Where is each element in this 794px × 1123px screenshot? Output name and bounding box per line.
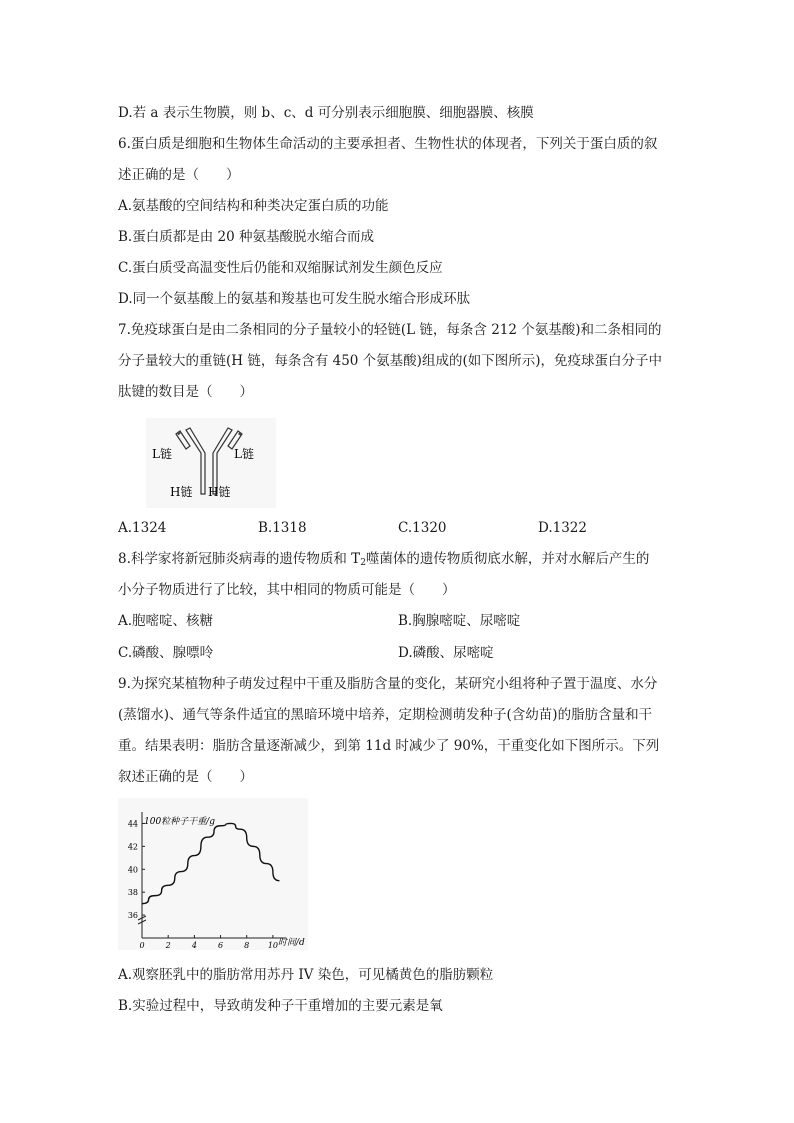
q8-stem-line-2: 小分子物质进行了比较，其中相同的物质可能是（ ） xyxy=(118,582,456,598)
q9-stem-line-1: 9.为探究某植物种子萌发过程中干重及脂肪含量的变化，某研究小组将种子置于温度、水分 xyxy=(118,676,658,692)
label-l-chain-right: L链 xyxy=(234,447,254,461)
q5-option-d: D.若 a 表示生物膜，则 b、c、d 可分别表示细胞膜、细胞器膜、核膜 xyxy=(118,105,534,121)
dry-weight-chart-svg xyxy=(118,798,308,950)
y-axis-label: 100粒种子干重/g xyxy=(144,817,215,827)
y-tick-label: 40 xyxy=(127,865,138,875)
antibody-figure xyxy=(146,418,276,508)
q6-option-c: C.蛋白质受高温变性后仍能和双缩脲试剂发生颜色反应 xyxy=(118,260,443,276)
q6-option-b: B.蛋白质都是由 20 种氨基酸脱水缩合而成 xyxy=(118,229,374,245)
q9-stem-line-3: 重。结果表明：脂肪含量逐渐减少，到第 11d 时减少了 90%，干重变化如下图所示。下列 xyxy=(118,738,660,754)
y-tick-label: 36 xyxy=(127,911,138,921)
x-axis-label: 时间/d xyxy=(278,938,305,948)
q7-stem-line-1: 7.免疫球蛋白是由二条相同的分子量较小的轻链(L 链，每条含 212 个氨基酸)和二条相同的 xyxy=(118,322,662,338)
q6-stem-line-1: 6.蛋白质是细胞和生物体生命活动的主要承担者、生物性状的体现者，下列关于蛋白质的叙 xyxy=(118,136,658,152)
q9-option-a: A.观察胚乳中的脂肪常用苏丹 IV 染色，可见橘黄色的脂肪颗粒 xyxy=(118,967,494,983)
q8-option-b: B.胸腺嘧啶、尿嘧啶 xyxy=(398,613,521,629)
label-h-chain-right: H链 xyxy=(208,485,231,499)
dry-weight-curve xyxy=(142,823,279,903)
x-tick-label: 8 xyxy=(244,941,250,950)
q8-stem-line-1-b: 噬菌体的遗传物质彻底水解，并对水解后产生的 xyxy=(365,551,650,567)
x-tick-label: 2 xyxy=(165,941,171,950)
q8-option-d: D.磷酸、尿嘧啶 xyxy=(398,645,494,661)
y-tick-label: 38 xyxy=(127,888,138,898)
q6-option-a: A.氨基酸的空间结构和种类决定蛋白质的功能 xyxy=(118,198,389,214)
q8-option-c: C.磷酸、腺嘌呤 xyxy=(118,645,214,661)
q6-option-d: D.同一个氨基酸上的氨基和羧基也可发生脱水缩合形成环肽 xyxy=(118,291,471,307)
q7-option-d: D.1322 xyxy=(538,520,587,536)
q7-stem-line-3: 肽键的数目是（ ） xyxy=(118,384,253,400)
y-tick-label: 42 xyxy=(127,842,138,852)
y-tick-label: 44 xyxy=(127,819,138,829)
x-tick-label: 10 xyxy=(267,941,279,950)
label-h-chain-left: H链 xyxy=(170,485,193,499)
q7-option-b: B.1318 xyxy=(258,520,307,536)
antibody-diagram xyxy=(146,418,276,508)
x-tick-label: 0 xyxy=(139,941,145,950)
x-tick-label: 6 xyxy=(217,941,224,950)
q7-option-a: A.1324 xyxy=(118,520,167,536)
q7-option-c: C.1320 xyxy=(398,520,447,536)
x-tick-label: 4 xyxy=(191,941,197,950)
q6-stem-line-2: 述正确的是（ ） xyxy=(118,167,240,183)
q9-stem-line-2: (蒸馏水)、通气等条件适宜的黑暗环境中培养，定期检测萌发种子(含幼苗)的脂肪含量和干 xyxy=(118,707,653,723)
q8-stem-subscript: 2 xyxy=(360,558,366,568)
q9-stem-line-4: 叙述正确的是（ ） xyxy=(118,769,253,785)
q7-stem-line-2: 分子量较大的重链(H 链，每条含有 450 个氨基酸)组成的(如下图所示)，免疫球蛋白分子中 xyxy=(118,353,662,369)
q9-option-b: B.实验过程中，导致萌发种子干重增加的主要元素是氧 xyxy=(118,998,443,1014)
dry-weight-chart xyxy=(118,798,308,950)
q8-stem-line-1-a: 8.科学家将新冠肺炎病毒的遗传物质和 T xyxy=(118,551,361,567)
q8-stem-line-1 xyxy=(118,549,649,573)
label-l-chain-left: L链 xyxy=(152,447,172,461)
q8-option-a: A.胞嘧啶、核糖 xyxy=(118,613,214,629)
